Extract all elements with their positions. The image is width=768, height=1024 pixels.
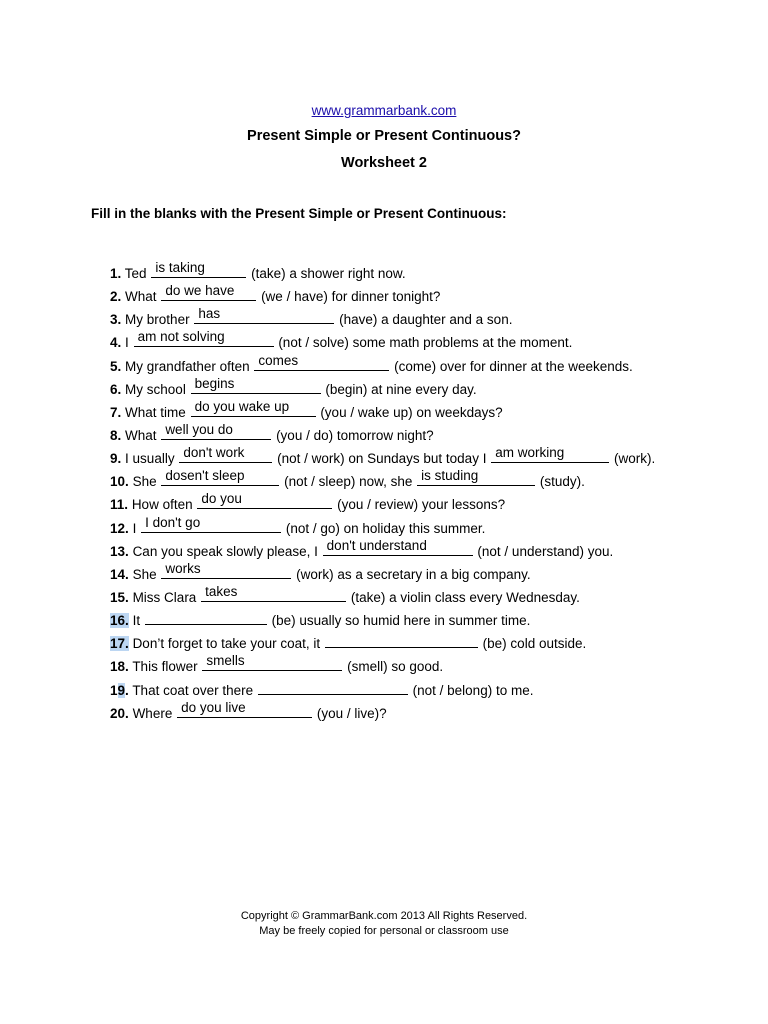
answer-blank[interactable]	[177, 699, 312, 718]
question-text: My school	[125, 381, 190, 397]
answer-blank[interactable]	[141, 514, 281, 533]
answer-text: is taking	[155, 260, 205, 275]
answer-text: is studing	[421, 468, 479, 484]
question-number: 11	[110, 497, 125, 513]
question-text: What time	[125, 404, 190, 420]
question-text: Ted	[124, 266, 151, 281]
question-number-dot: .	[117, 404, 122, 420]
question-number-dot: .	[117, 335, 122, 351]
instructions: Fill in the blanks with the Present Simple or Present Continuous:	[91, 206, 507, 221]
question-text: (not / solve) some math problems at the moment.	[274, 335, 573, 351]
question-text: (be) usually so humid here in summer time.	[267, 613, 531, 629]
answer-text: begins	[194, 375, 235, 391]
answer-blank[interactable]	[179, 445, 272, 463]
question-text: (be) cold outside.	[478, 636, 587, 652]
answer-text: takes	[205, 583, 238, 599]
answer-text: smells	[206, 653, 245, 669]
question-text: Don’t forget to take your coat, it	[132, 636, 324, 652]
question-number: 9	[110, 451, 118, 467]
usage-note: May be freely copied for personal or classroom use	[259, 925, 509, 937]
answer-blank[interactable]	[191, 375, 321, 394]
question-text: (not / understand) you.	[473, 543, 614, 559]
question-number: 18	[110, 659, 126, 675]
question-number: 8	[110, 427, 118, 443]
question-number-dot: .	[117, 289, 122, 305]
question-text: It	[132, 613, 144, 629]
question-number: 10	[110, 474, 126, 490]
worksheet-title: Present Simple or Present Continuous?	[247, 128, 521, 144]
question-number-dot: .	[125, 659, 129, 675]
question-number: 5	[110, 358, 118, 374]
question-number-dot: .	[125, 613, 129, 629]
question-text: (you / do) tomorrow night?	[272, 427, 434, 443]
question-number-dot: .	[117, 312, 122, 328]
answer-blank[interactable]	[258, 680, 408, 695]
question-text: What	[125, 289, 161, 305]
question-text: (not / belong) to me.	[408, 682, 534, 698]
question-text: (come) over for dinner at the weekends.	[390, 358, 633, 374]
question-text: My brother	[125, 312, 194, 328]
answer-text: dosen't sleep	[165, 468, 245, 484]
question-text: I	[125, 335, 133, 351]
answer-text: don't understand	[326, 537, 427, 553]
question-text: (we / have) for dinner tonight?	[257, 289, 441, 305]
question-number-dot: .	[117, 427, 122, 443]
question-number: 2	[110, 289, 118, 305]
question-number: 19	[110, 682, 126, 698]
question-text: (not / sleep) now, she	[280, 474, 417, 490]
question-number-dot: .	[125, 636, 129, 652]
answer-blank[interactable]	[323, 537, 473, 556]
question-row	[110, 329, 750, 355]
question-text: What	[125, 427, 161, 443]
question-number-dot: .	[125, 474, 129, 490]
answer-blank[interactable]	[151, 260, 246, 278]
question-row	[110, 514, 750, 541]
question-number: 13	[110, 543, 126, 559]
answer-text: do you wake up	[194, 398, 290, 414]
site-link[interactable]: www.grammarbank.com	[311, 103, 457, 118]
question-text: This flower	[132, 659, 202, 675]
answer-blank[interactable]	[191, 398, 316, 417]
question-number-dot: .	[125, 682, 129, 698]
question-text: She	[132, 566, 161, 582]
question-number-dot: .	[124, 497, 129, 513]
question-number-dot: .	[125, 705, 129, 721]
question-text: Where	[132, 705, 177, 721]
answer-blank[interactable]	[201, 583, 346, 602]
question-text: That coat over there	[132, 682, 257, 698]
question-row	[110, 653, 750, 679]
question-row	[110, 537, 750, 564]
answer-blank[interactable]	[325, 633, 478, 648]
question-text: How often	[131, 497, 197, 513]
question-number: 6	[110, 381, 118, 397]
question-number: 14	[110, 566, 126, 582]
question-text: (have) a daughter and a son.	[335, 312, 513, 328]
answer-blank[interactable]	[491, 445, 609, 463]
question-row	[110, 491, 750, 517]
question-text: She	[132, 474, 161, 490]
question-number: 12	[110, 520, 126, 536]
question-number-dot: .	[117, 451, 122, 467]
answer-blank[interactable]	[161, 560, 291, 579]
question-number: 7	[110, 404, 118, 420]
answer-text: am not solving	[137, 329, 225, 345]
question-text: (you / review) your lessons?	[333, 497, 506, 513]
worksheet-subtitle: Worksheet 2	[341, 155, 427, 171]
question-row	[110, 610, 750, 633]
question-number-dot: .	[117, 266, 122, 281]
question-number: 4	[110, 335, 118, 351]
question-text: I usually	[125, 451, 179, 467]
copyright-text: Copyright © GrammarBank.com 2013 All Rights Reserved.	[240, 910, 528, 922]
question-text: My grandfather often	[125, 358, 254, 374]
question-number-dot: .	[117, 381, 122, 397]
question-number: 3	[110, 312, 118, 328]
question-text: (work).	[610, 451, 656, 467]
answer-text: don't work	[183, 445, 245, 461]
answer-text: well you do	[165, 421, 233, 437]
question-row	[110, 699, 750, 726]
question-row	[110, 583, 750, 610]
question-number-dot: .	[125, 543, 129, 559]
answer-blank[interactable]	[417, 468, 535, 486]
answer-blank[interactable]	[145, 610, 267, 625]
answer-text: am working	[495, 445, 565, 461]
question-text: (not / go) on holiday this summer.	[282, 520, 486, 536]
question-number-dot: .	[117, 358, 122, 374]
answer-blank[interactable]	[197, 491, 332, 509]
question-number: 16	[110, 613, 126, 629]
answer-blank[interactable]	[202, 653, 342, 671]
question-text: Can you speak slowly please, I	[132, 543, 322, 559]
answer-text: works	[165, 560, 201, 576]
question-number-dot: .	[125, 520, 129, 536]
question-text: (smell) so good.	[343, 659, 444, 675]
question-number: 15	[110, 589, 126, 605]
answer-text: do you	[201, 491, 242, 507]
answer-text: I don't go	[145, 514, 201, 530]
question-text: (work) as a secretary in a big company.	[292, 566, 531, 582]
question-text: (you / wake up) on weekdays?	[316, 404, 503, 420]
question-text: (take) a shower right now.	[247, 266, 406, 281]
question-text: (not / work) on Sundays but today I	[273, 451, 491, 467]
answer-blank[interactable]	[161, 468, 279, 486]
question-text: Miss Clara	[132, 589, 201, 605]
answer-text: has	[198, 306, 221, 322]
answer-blank[interactable]	[161, 421, 271, 440]
answer-blank[interactable]	[134, 329, 274, 347]
question-text: (study).	[536, 474, 585, 490]
footer	[0, 909, 768, 939]
question-number: 17	[110, 636, 126, 652]
question-text: (take) a violin class every Wednesday.	[347, 589, 580, 605]
answer-text: do you live	[181, 699, 246, 715]
answer-text: comes	[258, 352, 299, 368]
question-list	[110, 260, 750, 726]
question-text: I	[132, 520, 141, 536]
question-number-dot: .	[125, 589, 129, 605]
question-text: (begin) at nine every day.	[321, 381, 477, 397]
question-text: (you / live)?	[313, 705, 387, 721]
answer-blank[interactable]	[161, 283, 256, 301]
answer-blank[interactable]	[194, 306, 334, 324]
question-number: 1	[110, 266, 118, 281]
answer-text: do we have	[165, 283, 235, 299]
question-number-dot: .	[125, 566, 129, 582]
question-number: 20	[110, 705, 126, 721]
answer-blank[interactable]	[254, 352, 389, 371]
